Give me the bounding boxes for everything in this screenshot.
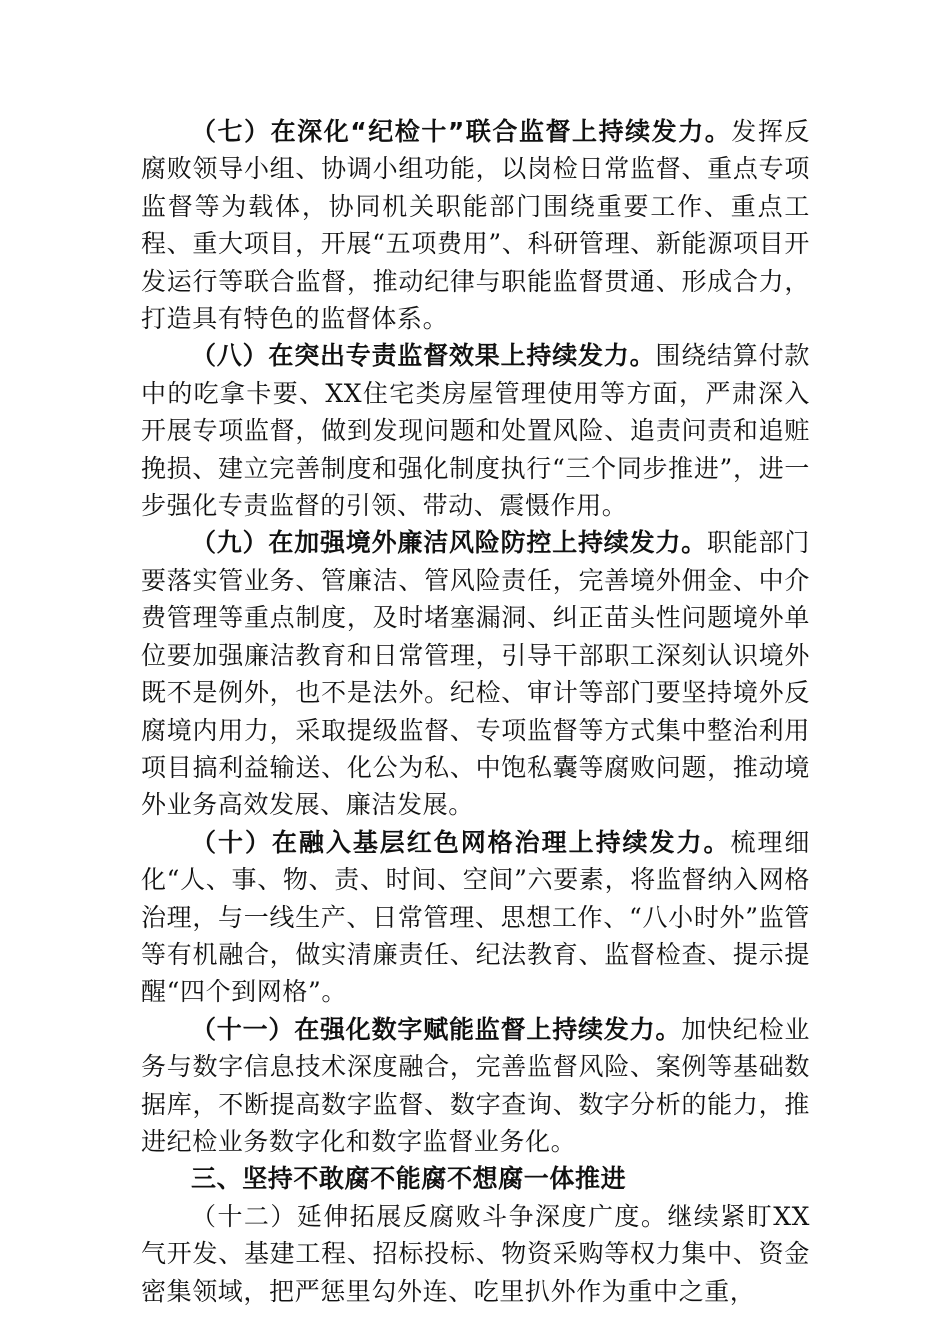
paragraph-12: （十二）延伸拓展反腐败斗争深度广度。继续紧盯XX气开发、基建工程、招标投标、物资采购等权力集中、资金密集领域，把严惩里勾外连、吃里扒外作为重中之重，	[141, 1201, 810, 1306]
paragraph-7-body: 发挥反腐败领导小组、协调小组功能，以岗检日常监督、重点专项监督等为载体，协同机关职能部门围绕重要工作、重点工程、重大项目，开展“五项费用”、科研管理、新能源项目开发运行等联合监督，推动纪律与职能监督贯通、形成合力，打造具有特色的监督体系。	[141, 117, 810, 334]
paragraph-8	[141, 337, 810, 524]
paragraph-9-lead: （九）在加强境外廉洁风险防控上持续发力。	[191, 528, 707, 558]
paragraph-8-lead: （八）在突出专责监督效果上持续发力。	[191, 341, 656, 371]
paragraph-8-body: 围绕结算付款中的吃拿卡要、XX住宅类房屋管理使用等方面，严肃深入开展专项监督，做到发现问题和处置风险、追责问责和追赃挽损、建立完善制度和强化制度执行“三个同步推进”，进一步强化专责监督的引领、带动、震慑作用。	[141, 341, 810, 521]
paragraph-10-body: 梳理细化“人、事、物、责、时间、空间”六要素，将监督纳入网格治理，与一线生产、日常管理、思想工作、“八小时外”监管等有机融合，做实清廉责任、纪法教育、监督检查、提示提醒“四个到网格”。	[141, 827, 810, 1007]
paragraph-10	[141, 824, 810, 1011]
paragraph-9	[141, 524, 810, 823]
paragraph-9-body: 职能部门要落实管业务、管廉洁、管风险责任，完善境外佣金、中介费管理等重点制度，及时堵塞漏洞、纠正苗头性问题境外单位要加强廉洁教育和日常管理，引导干部职工深刻认识境外既不是例外，也不是法外。纪检、审计等部门要坚持境外反腐境内用力，采取提级监督、专项监督等方式集中整治利用项目搞利益输送、化公为私、中饱私囊等腐败问题，推动境外业务高效发展、廉洁发展。	[141, 528, 810, 820]
paragraph-11	[141, 1011, 810, 1161]
section-heading: 三、坚持不敢腐不能腐不想腐一体推进	[191, 1164, 627, 1194]
paragraph-7	[141, 113, 810, 337]
paragraph-11-lead: （十一）在强化数字赋能监督上持续发力。	[191, 1014, 682, 1044]
document-page	[141, 113, 810, 1310]
paragraph-7-lead: （七）在深化“纪检十”联合监督上持续发力。	[191, 117, 732, 146]
paragraph-10-lead: （十）在融入基层红色网格治理上持续发力。	[191, 827, 731, 857]
paragraph-11-body: 加快纪检业务与数字信息技术深度融合，完善监督风险、案例等基础数据库，不断提高数字监督、数字查询、数字分析的能力，推进纪检业务数字化和数字监督业务化。	[141, 1014, 810, 1156]
